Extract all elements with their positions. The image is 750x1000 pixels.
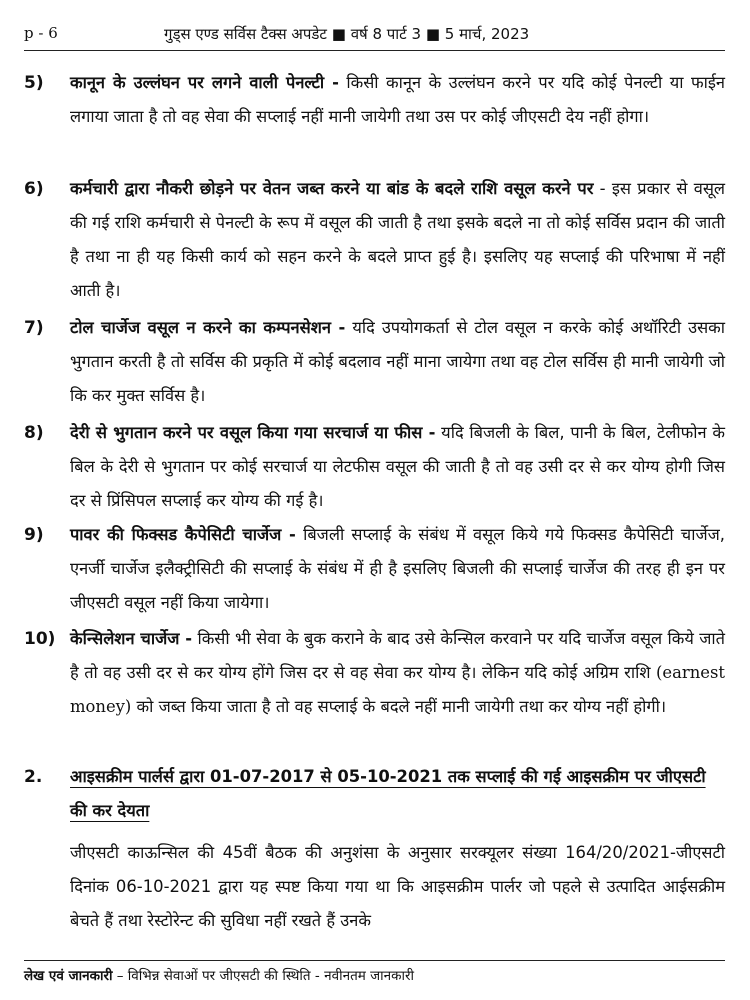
list-item-9 — [24, 518, 725, 620]
item-text: यदि उपयोगकर्ता से टोल वसूल न करके कोई अथॉरिटी उसका भुगतान करती है तो सर्विस की प्रकृति में कोई बदलाव नहीं माना जायेगा तथा वह टोल सर्विस ही मानी जायेगी जो कि कर मुक्त सर्विस है। — [70, 318, 725, 405]
item-title: पावर की फिक्सड कैपेसिटी चार्जेज - — [70, 525, 296, 544]
list-item-5 — [24, 66, 725, 134]
item-text: बिजली सप्लाई के संबंध में वसूल किये गये फिक्सड कैपेसिटी चार्जेज, एनर्जी चार्जेज इलैक्ट्रीसिटी की सप्लाई के संबंध में ही है इसलिए बिजली की सप्लाई चार्जेज की तरह ही इन पर जीएसटी वसूल नहीं किया जायेगा। — [70, 525, 725, 612]
item-title: टोल चार्जेज वसूल न करने का कम्पनसेशन - — [70, 318, 346, 337]
list-item-6 — [24, 172, 725, 308]
section-title: आइसक्रीम पार्लर्स द्वारा 01-07-2017 से 05-10-2021 तक सप्लाई की गई आइसक्रीम पर जीएसटी की कर देयता — [70, 767, 706, 820]
item-number: 6) — [24, 179, 44, 199]
list-item-10 — [24, 622, 725, 724]
item-body — [70, 66, 725, 134]
section-2 — [24, 760, 725, 938]
item-body — [70, 518, 725, 620]
item-number: 7) — [24, 318, 44, 338]
item-text: किसी भी सेवा के बुक कराने के बाद उसे केन्सिल करवाने पर यदि चार्जेज वसूल किये जाते है तो वह उसी दर से कर योग्य होंगे जिस दर से वह सेवा कर योग्य है। लेकिन यदि कोई अग्रिम राशि — [70, 629, 725, 682]
page-footer — [24, 960, 725, 984]
item-body — [70, 416, 725, 518]
item-title: केन्सिलेशन चार्जेज - — [70, 629, 193, 648]
item-body — [70, 172, 725, 308]
item-body — [70, 622, 725, 724]
footer-label: लेख एवं जानकारी — [24, 968, 113, 984]
item-number: 5) — [24, 73, 44, 93]
item-text-english: (earnest money) — [70, 663, 725, 716]
item-text: को जब्त किया जाता है तो वह सप्लाई के बदले नहीं मानी जायेगी तथा कर योग्य नहीं होगी। — [131, 697, 667, 716]
item-number: 9) — [24, 525, 44, 545]
item-title: कानून के उल्लंघन पर लगने वाली पेनल्टी - — [70, 73, 339, 92]
page-header — [24, 22, 725, 51]
running-title: गुड्स एण्ड सर्विस टैक्स अपडेट ■ वर्ष 8 पार्ट 3 ■ 5 मार्च, 2023 — [164, 25, 530, 43]
section-paragraph: जीएसटी काऊन्सिल की 45वीं बैठक की अनुशंसा के अनुसार सरक्यूलर संख्या 164/20/2021-जीएसटी दिनांक 06-10-2021 द्वारा यह स्पष्ट किया गया था कि आइसक्रीम पार्लर जो पहले से उत्पादित आईसक्रीम बेचते हैं तथा रेस्टोरेन्ट की सुविधा नहीं रखते हैं उनके — [70, 843, 725, 930]
item-number: 10) — [24, 629, 56, 649]
item-text: किसी कानून के उल्लंघन करने पर यदि कोई पेनल्टी या फाईन लगाया जाता है तो वह सेवा की सप्लाई नहीं मानी जायेगी तथा उस पर कोई जीएसटी देय नहीं होगा। — [70, 73, 725, 126]
list-item-8 — [24, 416, 725, 518]
section-number: 2. — [24, 767, 43, 787]
item-text: - इस प्रकार से वसूल की गई राशि कर्मचारी से पेनल्टी के रूप में वसूल की जाती है तथा इसके बदले ना तो कोई सर्विस प्रदान की जाती है तथा ना ही यह किसी कार्य को सहन करने के बदले प्राप्त हुई है। इसलिए यह सप्लाई की परिभाषा में नहीं आती है। — [70, 179, 726, 300]
item-title: देरी से भुगतान करने पर वसूल किया गया सरचार्ज या फीस - — [70, 423, 436, 442]
page-number: p - 6 — [24, 24, 58, 42]
item-title: कर्मचारी द्वारा नौकरी छोड़ने पर वेतन जब्त करने या बांड के बदले राशि वसूल करने पर — [70, 179, 594, 198]
item-text: यदि बिजली के बिल, पानी के बिल, टेलीफोन के बिल के देरी से भुगतान पर कोई सरचार्ज या लेटफीस वसूल की जाती है तो वह उसी दर से कर योग्य होगी जिस दर से प्रिंसिपल सप्लाई कर योग्य की गई है। — [70, 423, 725, 510]
footer-text: – विभिन्न सेवाओं पर जीएसटी की स्थिति - नवीनतम जानकारी — [112, 968, 415, 984]
item-number: 8) — [24, 423, 44, 443]
list-item-7 — [24, 311, 725, 413]
item-body — [70, 311, 725, 413]
